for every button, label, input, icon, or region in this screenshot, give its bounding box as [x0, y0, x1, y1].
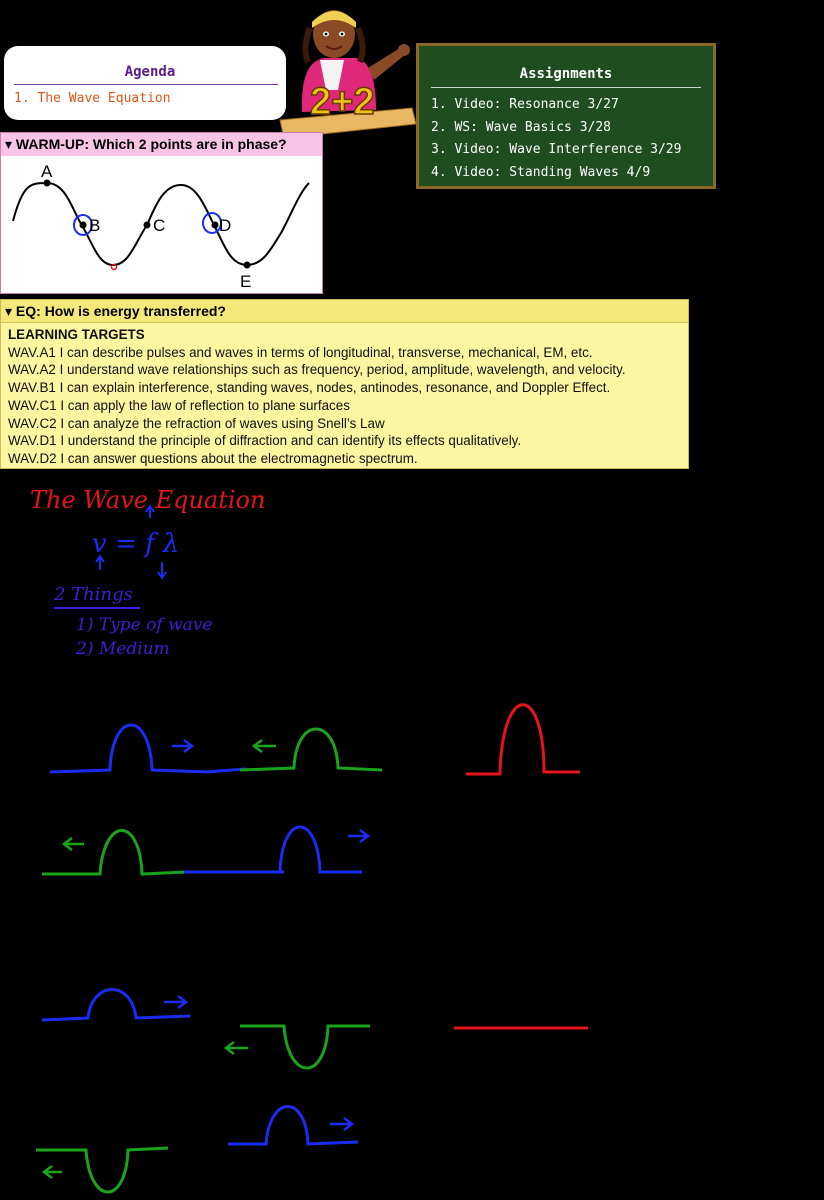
assignments-list — [431, 94, 713, 184]
notes-list-item: 2) Medium — [76, 639, 170, 659]
assignment-item[interactable]: 4. Video: Standing Waves 4/9 — [431, 164, 651, 180]
learning-targets — [1, 323, 688, 468]
point-d-marker — [212, 222, 219, 229]
warmup-panel — [0, 132, 323, 294]
blue-pulse — [50, 725, 210, 772]
agenda-divider — [14, 84, 278, 85]
notes-heading: The Wave Equation — [30, 486, 266, 514]
assignments-title: Assignments — [519, 66, 613, 82]
green-pulse — [42, 831, 186, 875]
assignments-board — [416, 43, 716, 189]
point-b-marker — [80, 222, 87, 229]
green-pulse — [240, 729, 382, 770]
right-arrow-icon — [164, 996, 186, 1008]
notes-list-item: 1) Type of wave — [76, 615, 213, 635]
right-arrow-icon — [330, 1118, 352, 1130]
down-arrow-icon — [158, 562, 166, 578]
learning-target-item: WAV.D1 I understand the principle of diffraction and can identify its effects qualitatively. — [8, 433, 522, 449]
blue-pulse — [42, 990, 190, 1021]
blue-pulse — [236, 827, 362, 872]
learning-target-item: WAV.A2 I understand wave relationships such as frequency, period, amplitude, wavelength, and velocity. — [8, 362, 626, 378]
assignment-item[interactable]: 3. Video: Wave Interference 3/29 — [431, 142, 682, 157]
sign-text: 2+2 — [310, 81, 375, 123]
green-inverted-pulse — [240, 1026, 370, 1068]
teacher-illustration — [272, 2, 418, 140]
point-label-c: C — [153, 216, 166, 235]
point-label-b: B — [89, 216, 101, 235]
learning-target-item: WAV.D2 I can answer questions about the electromagnetic spectrum. — [8, 450, 418, 466]
connector-line — [205, 769, 246, 772]
left-arrow-icon — [226, 1042, 248, 1054]
assignment-item[interactable]: 2. WS: Wave Basics 3/28 — [431, 119, 612, 135]
warmup-header[interactable]: ▾ WARM-UP: Which 2 points are in phase? — [1, 133, 322, 156]
agenda-item[interactable]: 1. The Wave Equation — [14, 91, 171, 106]
notes-subheading: 2 Things — [54, 584, 133, 605]
right-arrow-icon — [172, 740, 192, 752]
warmup-wave-diagram — [1, 157, 322, 293]
point-label-e: E — [240, 272, 252, 291]
learning-target-item: WAV.B1 I can explain interference, standing waves, nodes, antinodes, resonance, and Doppler Effect. — [8, 380, 611, 396]
learning-target-item: WAV.C2 I can analyze the refraction of waves using Snell’s Law — [8, 415, 385, 431]
agenda-title: Agenda — [124, 64, 176, 80]
left-arrow-icon — [254, 740, 276, 752]
green-inverted-pulse — [36, 1148, 168, 1192]
agenda-card — [4, 46, 286, 120]
notes-formula: v = f λ — [92, 529, 180, 559]
learning-targets-title: LEARNING TARGETS — [8, 327, 145, 342]
eq-panel — [0, 299, 689, 469]
point-c-marker — [144, 222, 151, 229]
right-arrow-icon — [348, 830, 368, 842]
assignments-divider — [431, 87, 701, 88]
red-combined-pulse — [466, 705, 580, 774]
assignment-item[interactable]: 1. Video: Resonance 3/27 — [431, 97, 619, 112]
eq-header[interactable]: ▾ EQ: How is energy transferred? — [1, 300, 688, 323]
learning-target-item: WAV.A1 I can describe pulses and waves in terms of longitudinal, transverse, mechanical, EM, etc. — [8, 344, 593, 360]
ink-annotations — [0, 470, 824, 1200]
point-label-d: D — [219, 216, 232, 235]
point-label-a: A — [41, 162, 53, 181]
learning-target-item: WAV.C1 I can apply the law of reflection to plane surfaces — [8, 397, 350, 413]
left-arrow-icon — [44, 1166, 62, 1178]
red-mark — [112, 265, 117, 270]
left-arrow-icon — [64, 838, 84, 850]
point-e-marker — [244, 262, 251, 269]
